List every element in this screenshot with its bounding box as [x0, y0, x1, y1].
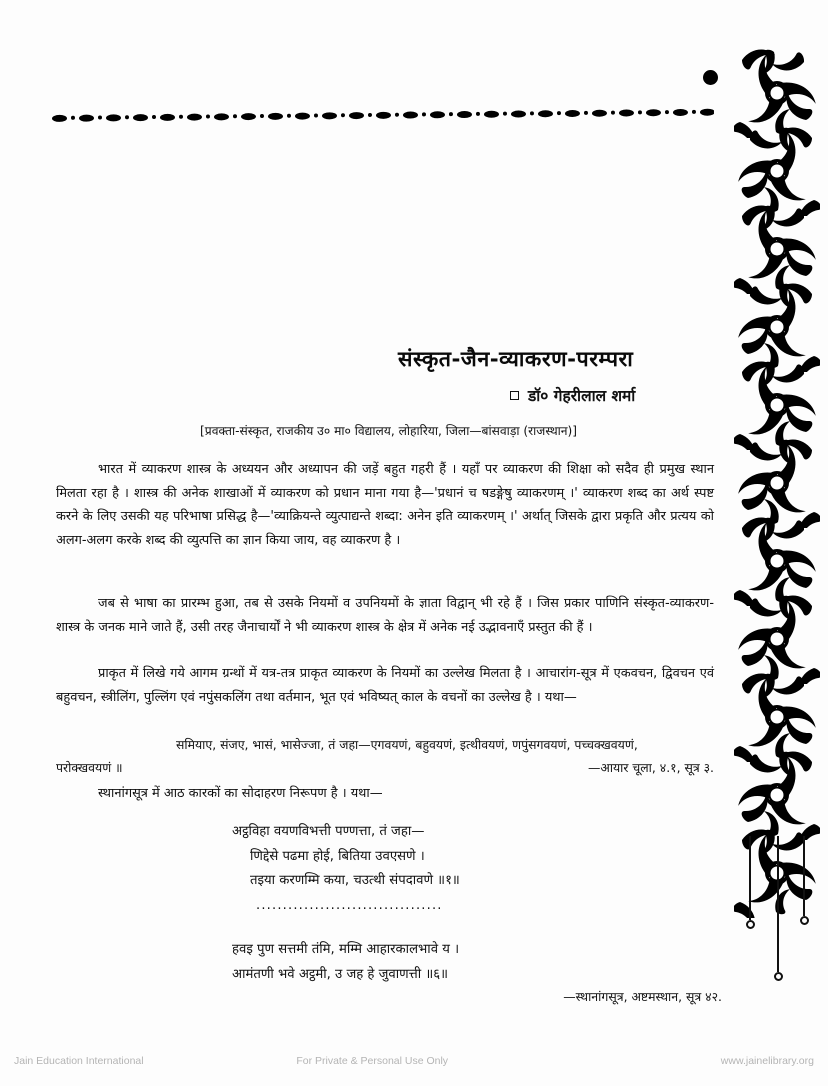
border-motif-unit [734, 438, 820, 528]
rule-dot [422, 112, 426, 116]
rule-dot [98, 116, 102, 120]
verse-block-2 [232, 938, 459, 987]
rule-dot [665, 110, 669, 114]
border-motif-unit [734, 750, 820, 840]
footer-left: Jain Education International [14, 1055, 144, 1067]
right-ornamental-border [734, 48, 820, 838]
rule-dot [557, 111, 561, 115]
border-motif-unit [734, 282, 820, 372]
rule-dot [503, 112, 507, 116]
rule-dash [268, 113, 283, 120]
rule-dot [530, 111, 534, 115]
paragraph-1: भारत में व्याकरण शास्त्र के अध्ययन और अध्यापन की जड़ें बहुत गहरी हैं । यहाँ पर व्याकरण की शिक्षा को सदैव ही प्रमुख स्थान मिलता रहा है । शास्त्र की अनेक शाखाओं में व्याकरण को प्रधान माना गया है—'प्रधानं च षडङ्गेषु व्याकरणम् ।' व्याकरण शब्द का अर्थ स्पष्ट करने के लिए उसकी यह परिभाषा प्रसिद्ध है—'व्याक्रियन्ते व्युत्पाद्यन्ते शब्दा: अनेन इति व्याकरणम् ।' अर्थात् जिसके द्वारा प्रकृति और प्रत्यय को अलग-अलग करके शब्द की व्युत्पत्ति का ज्ञान किया जाय, वह व्याकरण है । [56, 462, 714, 548]
border-motif-unit [734, 48, 820, 138]
final-citation: —स्थानांगसूत्र, अष्टमस्थान, सूत्र ४२. [563, 989, 722, 1004]
rule-dot [584, 111, 588, 115]
rule-dot [638, 110, 642, 114]
rule-dash [646, 109, 661, 116]
top-dashed-rule [52, 106, 714, 124]
verse-1-line-3: तइया करणम्मि कया, चउत्थी संपदावणे ॥१॥ [250, 873, 460, 888]
rule-dot [152, 115, 156, 119]
border-motif-unit [734, 126, 820, 216]
top-solid-dot-ornament [703, 70, 718, 85]
rule-dash [538, 110, 553, 117]
author-affiliation: [प्रवक्ता-संस्कृत, राजकीय उ० मा० विद्यालय, लोहारिया, जिला—बांसवाड़ा (राजस्थान)] [200, 424, 578, 438]
verse-1-line-2: णिद्देसे पढमा होई, बितिया उवएसणे । [250, 848, 425, 864]
rule-dash [565, 110, 580, 117]
paisley-motif-icon [734, 438, 820, 528]
rule-dash [295, 113, 310, 120]
border-motif-unit [734, 594, 820, 684]
dotted-separator: ................................... [256, 898, 443, 913]
rule-dot [341, 113, 345, 117]
rule-dash [79, 115, 94, 122]
rule-dash [484, 111, 499, 118]
rule-dot [395, 113, 399, 117]
rule-dot [233, 114, 237, 118]
rule-dash [349, 112, 364, 119]
rule-dash [430, 111, 445, 118]
rule-dash [592, 110, 607, 117]
border-motif-unit [734, 516, 820, 606]
paisley-motif-icon [734, 204, 820, 294]
footer-center: For Private & Personal Use Only [296, 1055, 449, 1067]
quotation-1-citation: —आयार चूला, ४.१, सूत्र ३. [587, 760, 714, 775]
page-footer [0, 1055, 828, 1067]
rule-dot [287, 114, 291, 118]
rule-dash [376, 112, 391, 119]
quotation-block-1 [56, 733, 714, 779]
quotation-1-line-1: समियाए, संजए, भासं, भासेज्जा, तं जहा—एगवयणं, बहुवयणं, इत्थीवयणं, णपुंसगवयणं, पच्चक्खवयणं, [176, 737, 638, 752]
paisley-motif-icon [734, 594, 820, 684]
paragraph-5: स्थानांगसूत्र में आठ कारकों का सोदाहरण निरूपण है । यथा— [98, 786, 383, 801]
rule-dot [179, 115, 183, 119]
border-motif-unit [734, 360, 820, 450]
rule-dot [611, 111, 615, 115]
rule-dash [214, 113, 229, 120]
rule-dash [241, 113, 256, 120]
quotation-1-line-2: परोक्खवयणं ॥ [56, 760, 123, 775]
article-title: संस्कृत-जैन-व्याकरण-परम्परा [398, 347, 634, 371]
rule-dot [368, 113, 372, 117]
verse-2-line-2: आमंतणी भवे अट्ठमी, उ जह हे जुवाणत्ती ॥६॥ [232, 966, 449, 982]
rule-dash [52, 115, 67, 122]
paisley-motif-icon [734, 360, 820, 450]
rule-dash [511, 110, 526, 117]
paisley-motif-icon [734, 126, 820, 216]
rule-dot [206, 114, 210, 118]
verse-1-line-1: अट्ठविहा वयणविभत्ती पण्णत्ता, तं जहा— [232, 824, 425, 839]
rule-dash [673, 109, 688, 116]
rule-dash [322, 112, 337, 119]
rule-dash [700, 109, 714, 116]
paisley-motif-icon [734, 282, 820, 372]
rule-dot [476, 112, 480, 116]
rule-dash [403, 111, 418, 118]
footer-right[interactable]: www.jainelibrary.org [720, 1055, 814, 1067]
rule-dash [133, 114, 148, 121]
paragraph-3: प्राकृत में लिखे गये आगम ग्रन्थों में यत्र-तत्र प्राकृत व्याकरण के नियमों का उल्लेख मिलता है । आचारांग-सूत्र में एकवचन, द्विवचन एवं बहुवचन, स्त्रीलिंग, पुल्लिंग एवं नपुंसकलिंग तथा वर्तमान, भूत एवं भविष्यत् काल के वचनों का उल्लेख है । यथा— [56, 666, 714, 705]
verse-2-line-1: हवइ पुण सत्तमी तंमि, मम्मि आहारकालभावे य । [232, 942, 460, 957]
verse-block-1 [232, 820, 460, 894]
quotation-1-footer [56, 756, 714, 779]
rule-dot [71, 116, 75, 120]
rule-dash [187, 114, 202, 121]
rule-dash [160, 114, 175, 121]
rule-dot [449, 112, 453, 116]
rule-dash [457, 111, 472, 118]
rule-dot [125, 115, 129, 119]
paisley-motif-icon [734, 672, 820, 762]
paisley-motif-icon [734, 516, 820, 606]
author-name: डॉ० गेहरीलाल शर्मा [528, 387, 636, 405]
paisley-motif-icon [734, 48, 820, 138]
paragraph-2: जब से भाषा का प्रारम्भ हुआ, तब से उसके नियमों व उपनियमों के ज्ञाता विद्वान् भी रहे हैं । जिस प्रकार पाणिनि संस्कृत-व्याकरण-शास्त्र के जनक माने जाते हैं, उसी तरह जैनाचार्यों ने भी व्याकरण शास्त्र के क्षेत्र में अनेक नई उद्भावनाएँ प्रस्तुत की हैं । [56, 596, 714, 635]
author-byline [510, 384, 635, 406]
rule-dot [260, 114, 264, 118]
border-motif-unit [734, 204, 820, 294]
square-bullet-icon [510, 391, 519, 400]
paisley-motif-icon [734, 750, 820, 840]
rule-dash [619, 109, 634, 116]
border-motif-unit [734, 672, 820, 762]
rule-dash [106, 114, 121, 121]
rule-dot [692, 110, 696, 114]
rule-dot [314, 113, 318, 117]
